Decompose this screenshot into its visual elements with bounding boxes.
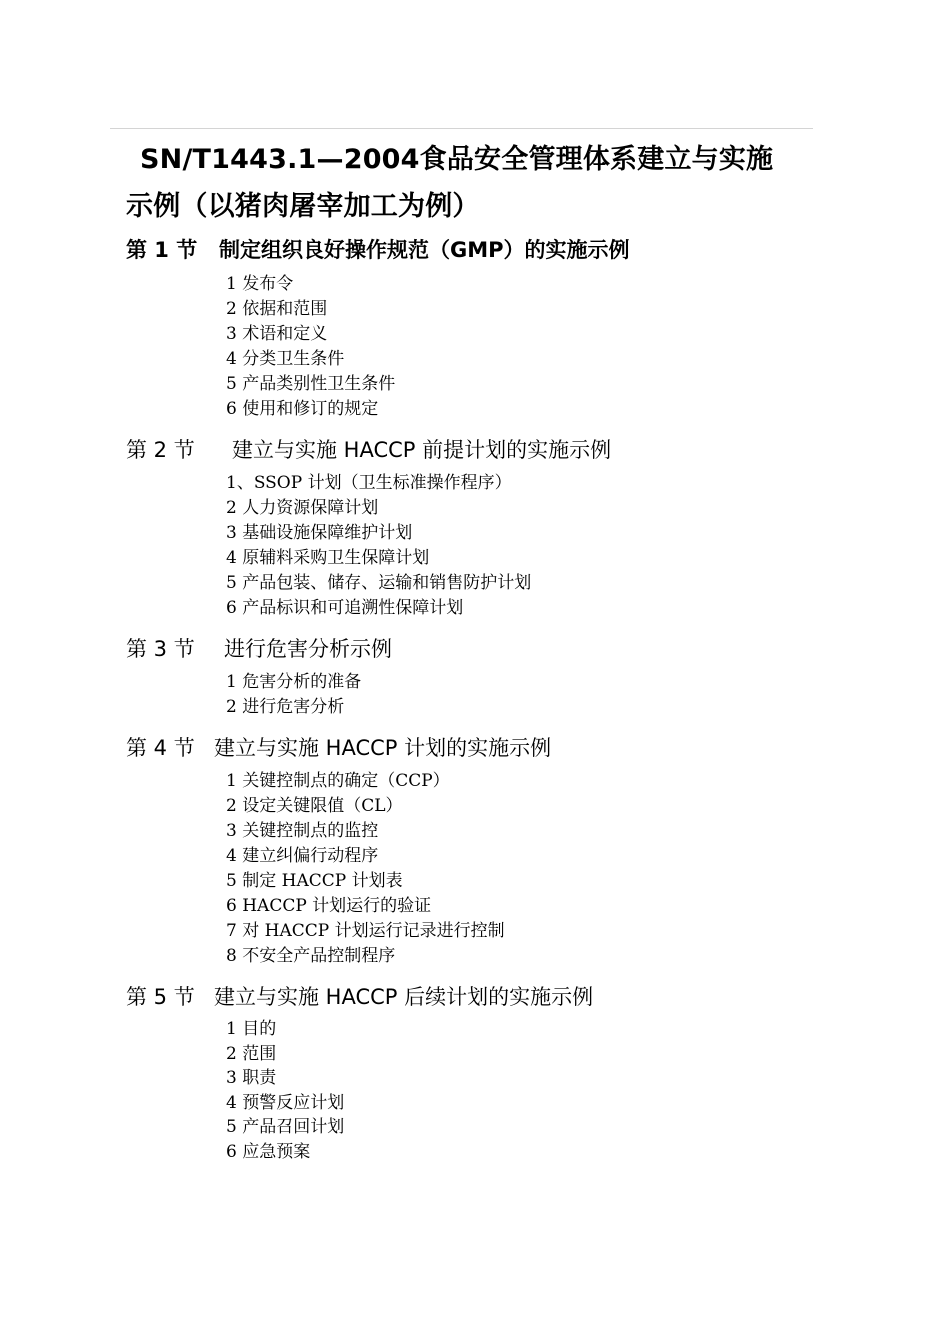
section-title: 进行危害分析示例 — [224, 637, 392, 661]
section-heading — [126, 980, 826, 1014]
section-number: 第 3 节 — [126, 637, 195, 661]
section-item-list — [226, 1017, 826, 1164]
list-item: 7 对 HACCP 计划运行记录进行控制 — [226, 921, 505, 941]
list-item: 3 术语和定义 — [226, 324, 328, 344]
list-item: 5 制定 HACCP 计划表 — [226, 871, 403, 891]
section-2 — [126, 433, 826, 621]
section-item-list — [226, 670, 826, 720]
list-item: 4 原辅料采购卫生保障计划 — [226, 548, 430, 568]
section-4 — [126, 731, 826, 969]
list-item: 2 人力资源保障计划 — [226, 498, 379, 518]
list-item: 2 进行危害分析 — [226, 697, 345, 717]
section-title: 建立与实施 HACCP 后续计划的实施示例 — [214, 985, 594, 1009]
list-item: 2 依据和范围 — [226, 299, 328, 319]
list-item: 4 建立纠偏行动程序 — [226, 846, 379, 866]
section-title: 制定组织良好操作规范（GMP）的实施示例 — [219, 238, 630, 262]
section-heading — [126, 433, 826, 467]
list-item: 1 危害分析的准备 — [226, 672, 362, 692]
list-item: 6 HACCP 计划运行的验证 — [226, 896, 432, 916]
section-heading — [126, 233, 826, 267]
title-line-1: SN/T1443.1—2004食品安全管理体系建立与实施 — [140, 144, 774, 175]
list-item: 1 目的 — [226, 1019, 277, 1039]
list-item: 1、SSOP 计划（卫生标准操作程序） — [226, 473, 512, 493]
list-item: 5 产品类别性卫生条件 — [226, 374, 396, 394]
list-item: 2 范围 — [226, 1043, 277, 1064]
section-item-list — [226, 272, 826, 422]
list-item: 6 应急预案 — [226, 1141, 311, 1162]
document-title — [126, 136, 816, 230]
list-item: 4 预警反应计划 — [226, 1092, 345, 1113]
list-item: 5 产品召回计划 — [226, 1117, 345, 1137]
section-number: 第 1 节 — [126, 238, 198, 262]
list-item: 5 产品包装、储存、运输和销售防护计划 — [226, 573, 532, 593]
list-item: 3 职责 — [226, 1068, 277, 1088]
section-title: 建立与实施 HACCP 计划的实施示例 — [214, 736, 552, 760]
list-item: 6 产品标识和可追溯性保障计划 — [226, 598, 464, 618]
section-number: 第 2 节 — [126, 438, 195, 462]
section-heading — [126, 632, 826, 666]
section-title: 建立与实施 HACCP 前提计划的实施示例 — [232, 438, 612, 462]
section-5 — [126, 980, 826, 1164]
list-item: 1 发布令 — [226, 274, 294, 294]
section-1 — [126, 233, 826, 422]
list-item: 8 不安全产品控制程序 — [226, 946, 396, 966]
title-line-2: 示例（以猪肉屠宰加工为例） — [126, 191, 480, 222]
list-item: 1 关键控制点的确定（CCP） — [226, 771, 450, 791]
section-item-list — [226, 769, 826, 969]
section-item-list — [226, 471, 826, 621]
section-heading — [126, 731, 826, 765]
section-number: 第 5 节 — [126, 985, 195, 1009]
list-item: 3 关键控制点的监控 — [226, 821, 379, 841]
section-number: 第 4 节 — [126, 736, 195, 760]
top-rule — [110, 128, 813, 129]
list-item: 6 使用和修订的规定 — [226, 399, 379, 419]
list-item: 3 基础设施保障维护计划 — [226, 523, 413, 543]
list-item: 4 分类卫生条件 — [226, 349, 345, 369]
list-item: 2 设定关键限值（CL） — [226, 796, 403, 816]
section-3 — [126, 632, 826, 720]
